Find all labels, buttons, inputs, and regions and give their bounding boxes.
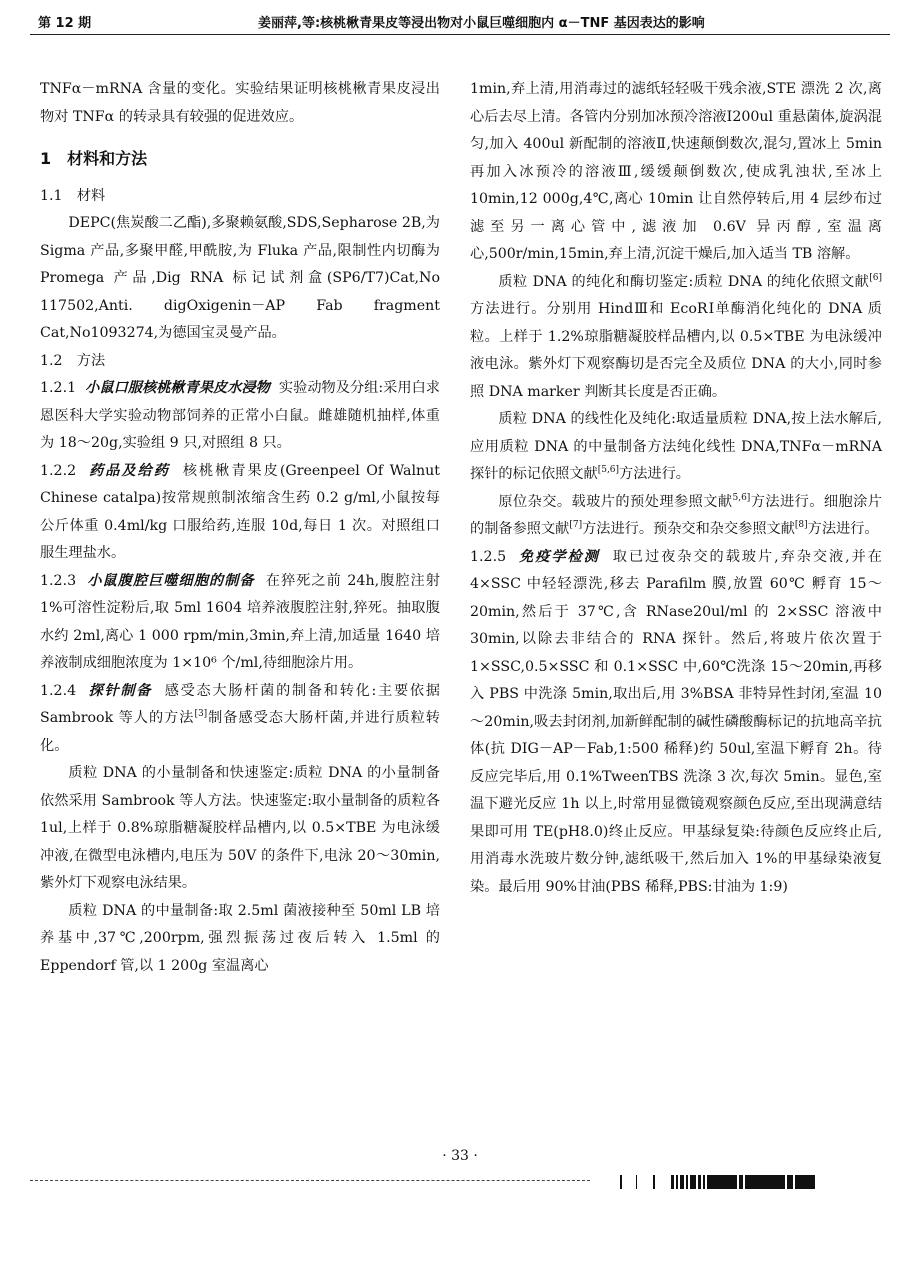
citation: [7]	[569, 520, 583, 530]
paragraph-text: 原位杂交。载玻片的预处理参照文献	[498, 493, 733, 510]
paragraph	[470, 406, 882, 489]
running-title: 姜丽萍,等:核桃楸青果皮等浸出物对小鼠巨噬细胞内 α－TNF 基因表达的影响	[258, 16, 705, 31]
paragraph-text: 取已过夜杂交的载玻片,弃杂交液,并在 4×SSC 中轻轻漂洗,移去 Parafilm 膜,放置 60℃ 孵育 15～20min,然后于 37℃,含 RNase20ul/ml 的 2×SSC 溶液中 30min,以除去非结合的 RNA 探针。然后,将玻片依次置于 1×SSC,0.5×SSC 和 0.1×SSC 中,60℃洗涤 15～20min,再移入 PBS 中洗涤 5min,取出后,用 3%BSA 非特异性封闭,室温 10～20min,吸去封闭剂,加新鲜配制的碱性磷酸酶标记的抗地高辛抗体(抗 DIG－AP－Fab,1:500 稀释)约 50ul,室温下孵育 2h。待反应完毕后,用 0.1%TweenTBS 洗涤 3 次,每次 5min。显色,室温下避光反应 1h 以上,时常用显微镜观察颜色反应,至出现满意结果即可用 TE(pH8.0)终止反应。甲基绿复染:待颜色反应终止后,用消毒水洗玻片数分钟,滤纸吸干,然后加入 1%的甲基绿染液复染。最后用 90%甘油(PBS 稀释,PBS:甘油为 1:9)	[470, 548, 882, 895]
paragraph-text: 实验动物及分组:采用白求恩医科大学实验动物部饲养的正常小白鼠。雌雄随机抽样,体重为 18～20g,实验组 9 只,对照组 8 只。	[40, 380, 440, 451]
paragraph-text: 核桃楸青果皮(Greenpeel Of Walnut Chinese catalpa)按常规煎制浓缩含生药 0.2 g/ml,小鼠按每公斤体重 0.4ml/kg 口服给药,连服 10d,每日 1 次。对照组口服生理盐水。	[40, 462, 440, 561]
subsection-number: 1.2.1	[40, 380, 77, 396]
paragraph-text: 方法进行。	[619, 466, 690, 482]
paragraph-text: 质粒 DNA 的线性化及纯化:取适量质粒 DNA,按上法水解后,应用质粒 DNA 的中量制备方法纯化线性 DNA,TNFα－mRNA 探针的标记依照文献	[470, 411, 882, 482]
paragraph	[470, 269, 882, 407]
running-header	[30, 8, 890, 34]
footer-rule	[30, 1180, 590, 1181]
citation: [6]	[869, 272, 882, 283]
paragraph-text: 感受态大肠杆菌的制备和转化:主要依据 Sambrook 等人的方法	[40, 682, 440, 726]
subsection-title: 小鼠口服核桃楸青果皮水浸物	[85, 380, 270, 396]
right-column	[470, 76, 882, 901]
paragraph: 质粒 DNA 的小量制备和快速鉴定:质粒 DNA 的小量制备依然采用 Sambrook 等人方法。快速鉴定:取小量制备的质粒各 1ul,上样于 0.8%琼脂糖凝胶样品槽内,以 0.5×TBE 为电泳缓冲液,在微型电泳槽内,电压为 50V 的条件下,电泳 20～30min,紫外灯下观察电泳结果。	[40, 765, 440, 891]
citation: [5,6]	[597, 465, 620, 475]
paragraph: 质粒 DNA 的中量制备:取 2.5ml 菌液接种至 50ml LB 培养基中,37℃,200rpm,强烈振荡过夜后转入 1.5ml 的 Eppendorf 管,以 1 200g 室温离心	[40, 902, 440, 974]
subsection-heading: 1.1 材料	[40, 187, 106, 204]
section-heading: 1 材料和方法	[40, 149, 148, 168]
paragraph	[40, 568, 440, 678]
paragraph	[40, 458, 440, 568]
paragraph	[40, 678, 440, 761]
citation: [3]	[194, 709, 208, 719]
subsection-number: 1.2.2	[40, 462, 77, 479]
citation: [8]	[794, 520, 808, 530]
subsection-title: 免疫学检测	[519, 548, 600, 565]
paragraph	[470, 544, 882, 902]
header-rule	[30, 34, 890, 35]
paragraph	[470, 489, 882, 544]
subsection-heading: 1.2 方法	[40, 352, 106, 369]
subsection-number: 1.2.3	[40, 572, 77, 589]
paragraph-text: 制备感受态大肠杆菌,并进行质粒转化。	[40, 710, 440, 754]
paragraph: TNFα－mRNA 含量的变化。实验结果证明核桃楸青果皮浸出物对 TNFα 的转录具有较强的促进效应。	[40, 81, 440, 125]
paragraph-text: 方法进行。细胞涂片的制备参照文献	[470, 493, 882, 537]
subsection-number: 1.2.5	[470, 548, 507, 565]
paragraph-text: 方法进行。分别用 HindⅢ和 EcoRⅠ单酶消化纯化的 DNA 质粒。上样于 1.2%琼脂糖凝胶样品槽内,以 0.5×TBE 为电泳缓冲液电泳。紫外灯下观察酶切是否完全及质位 DNA 的大小,同时参照 DNA marker 判断其长度是否正确。	[470, 301, 882, 400]
paragraph-text: 方法进行。	[807, 521, 879, 537]
paragraph: 1min,弃上清,用消毒过的滤纸轻轻吸干残余液,STE 漂洗 2 次,离心后去尽上清。各管内分别加冰预冷溶液Ⅰ200ul 重悬菌体,旋涡混匀,加入 400ul 新配制的溶液Ⅱ,快速颠倒数次,混匀,置冰上 5min 再加入冰预冷的溶液Ⅲ,缓缓颠倒数次,使成乳浊状,至冰上 10min,12 000g,4℃,离心 10min 让自然停转后,用 4 层纱布过滤至另一离心管中,滤液加 0.6V 异丙醇,室温离心,500r/min,15min,弃上清,沉淀干燥后,加入适当 TB 溶解。	[470, 81, 882, 262]
subsection-title: 药品及给药	[89, 462, 170, 479]
subsection-title: 小鼠腹腔巨噬细胞的制备	[87, 572, 255, 589]
page-number: · 33 ·	[442, 1148, 478, 1164]
paragraph: DEPC(焦炭酸二乙酯),多聚赖氨酸,SDS,Sepharose 2B,为 Sigma 产品,多聚甲醛,甲酰胺,为 Fluka 产品,限制性内切酶为 Promega 产品,Dig RNA 标记试剂盒(SP6/T7)Cat,No 117502,Anti. digOxigenin－AP Fab fragment Cat,No1093274,为德国宝灵曼产品。	[40, 215, 440, 341]
left-column	[40, 76, 440, 980]
subsection-number: 1.2.4	[40, 682, 77, 699]
citation: 5,6]	[732, 492, 751, 503]
paragraph-text: 在猝死之前 24h,腹腔注射 1%可溶性淀粉后,取 5ml 1604 培养液腹腔注射,猝死。抽取腹水约 2ml,离心 1 000 rpm/min,3min,弃上清,加适量 1640 培养液制成细胞浓度为 1×10⁶ 个/ml,待细胞涂片用。	[40, 572, 440, 671]
scan-artifact-bars	[620, 1175, 815, 1189]
paragraph-text: 质粒 DNA 的纯化和酶切鉴定:质粒 DNA 的纯化依照文献	[498, 273, 870, 290]
subsection-title: 探针制备	[88, 682, 153, 699]
issue-number: 第 12 期	[38, 16, 92, 31]
paragraph	[40, 375, 440, 458]
paragraph-text: 方法进行。预杂交和杂交参照文献	[582, 521, 795, 537]
